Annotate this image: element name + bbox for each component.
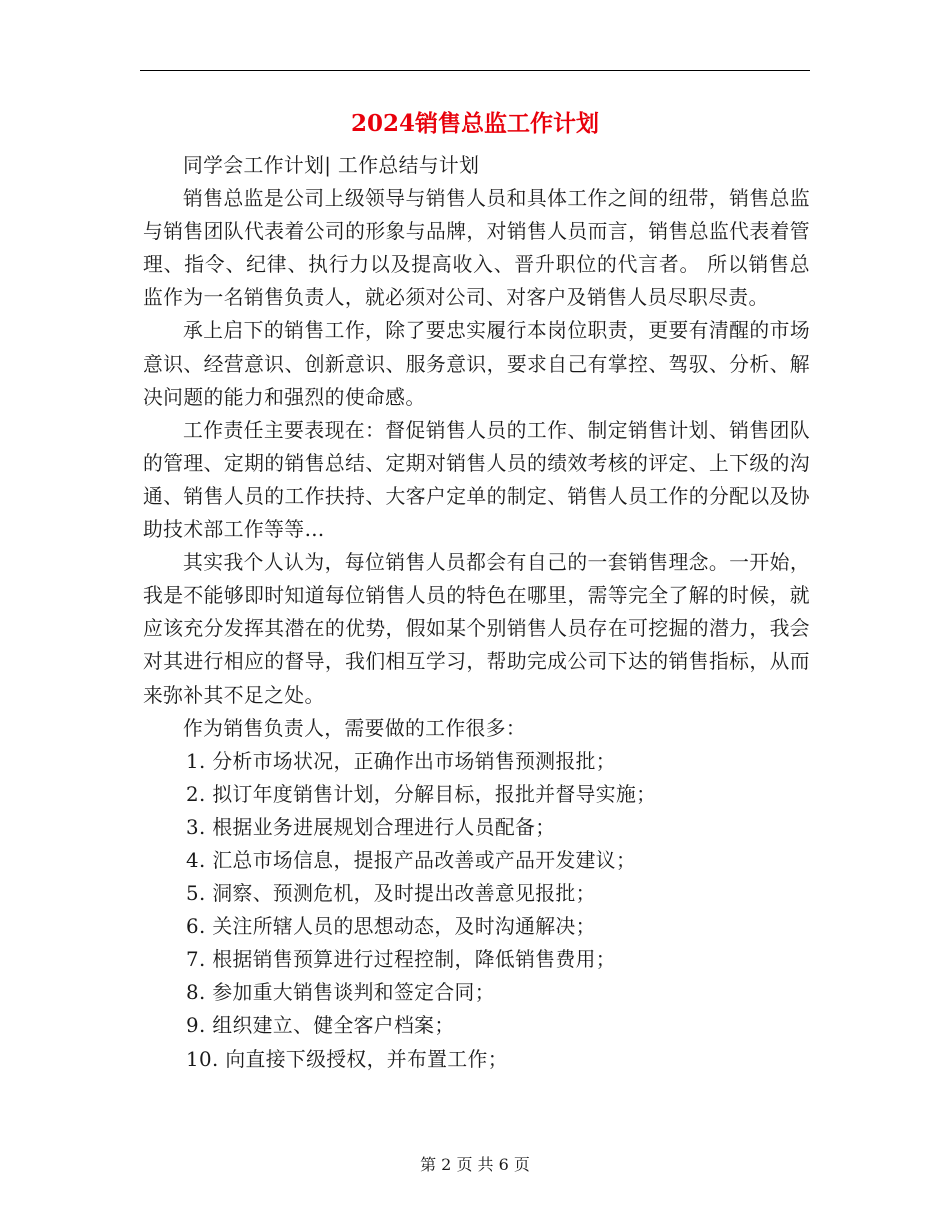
duty-list — [143, 745, 810, 1076]
list-item: 5. 洞察、预测危机，及时提出改善意见报批； — [186, 882, 596, 906]
list-item: 2. 拟订年度销售计划，分解目标，报批并督导实施； — [186, 782, 657, 806]
list-item: 1. 分析市场状况，正确作出市场销售预测报批； — [186, 749, 616, 773]
list-item: 4. 汇总市场信息，提报产品改善或产品开发建议； — [186, 848, 637, 872]
body-paragraph: 销售总监是公司上级领导与销售人员和具体工作之间的纽带，销售总监与销售团队代表着公司的形象与品牌，对销售人员而言，销售总监代表着管理、指令、纪律、执行力以及提高收入、晋升职位的代言者。 所以销售总监作为一名销售负责人，就必须对公司、对客户及销售人员尽职尽责。 — [143, 187, 810, 310]
category-line: 同学会工作计划| 工作总结与计划 — [183, 154, 480, 177]
list-item: 6. 关注所辖人员的思想动态，及时沟通解决； — [186, 915, 596, 939]
body-paragraph: 作为销售负责人，需要做的工作很多： — [183, 716, 527, 740]
document-body — [143, 149, 810, 1076]
list-item: 9. 组织建立、健全客户档案； — [186, 1014, 455, 1038]
document-title: 2024销售总监工作计划 — [350, 110, 599, 137]
list-item: 10. 向直接下级授权，并布置工作； — [186, 1047, 508, 1071]
list-item: 8. 参加重大销售谈判和签定合同； — [186, 981, 495, 1005]
list-item: 7. 根据销售预算进行过程控制，降低销售费用； — [186, 948, 616, 972]
body-paragraph: 其实我个人认为，每位销售人员都会有自己的一套销售理念。一开始，我是不能够即时知道每位销售人员的特色在哪里，需等完全了解的时候，就应该充分发挥其潜在的优势，假如某个别销售人员存在可挖掘的潜力，我会对其进行相应的督导，我们相互学习，帮助完成公司下达的销售指标，从而来弥补其不足之处。 — [143, 551, 810, 707]
body-paragraph: 工作责任主要表现在：督促销售人员的工作、制定销售计划、销售团队的管理、定期的销售总结、定期对销售人员的绩效考核的评定、上下级的沟通、销售人员的工作扶持、大客户定单的制定、销售人员工作的分配以及协助技术部工作等等… — [143, 418, 810, 542]
body-paragraph: 承上启下的销售工作，除了要忠实履行本岗位职责，更要有清醒的市场意识、经营意识、创新意识、服务意识，要求自己有掌控、驾驭、分析、解决问题的能力和强烈的使命感。 — [143, 319, 810, 409]
list-item: 3. 根据业务进展规划合理进行人员配备； — [186, 815, 556, 839]
page-number-footer: 第 2 页 共 6 页 — [420, 1155, 530, 1174]
header-rule — [140, 70, 810, 71]
